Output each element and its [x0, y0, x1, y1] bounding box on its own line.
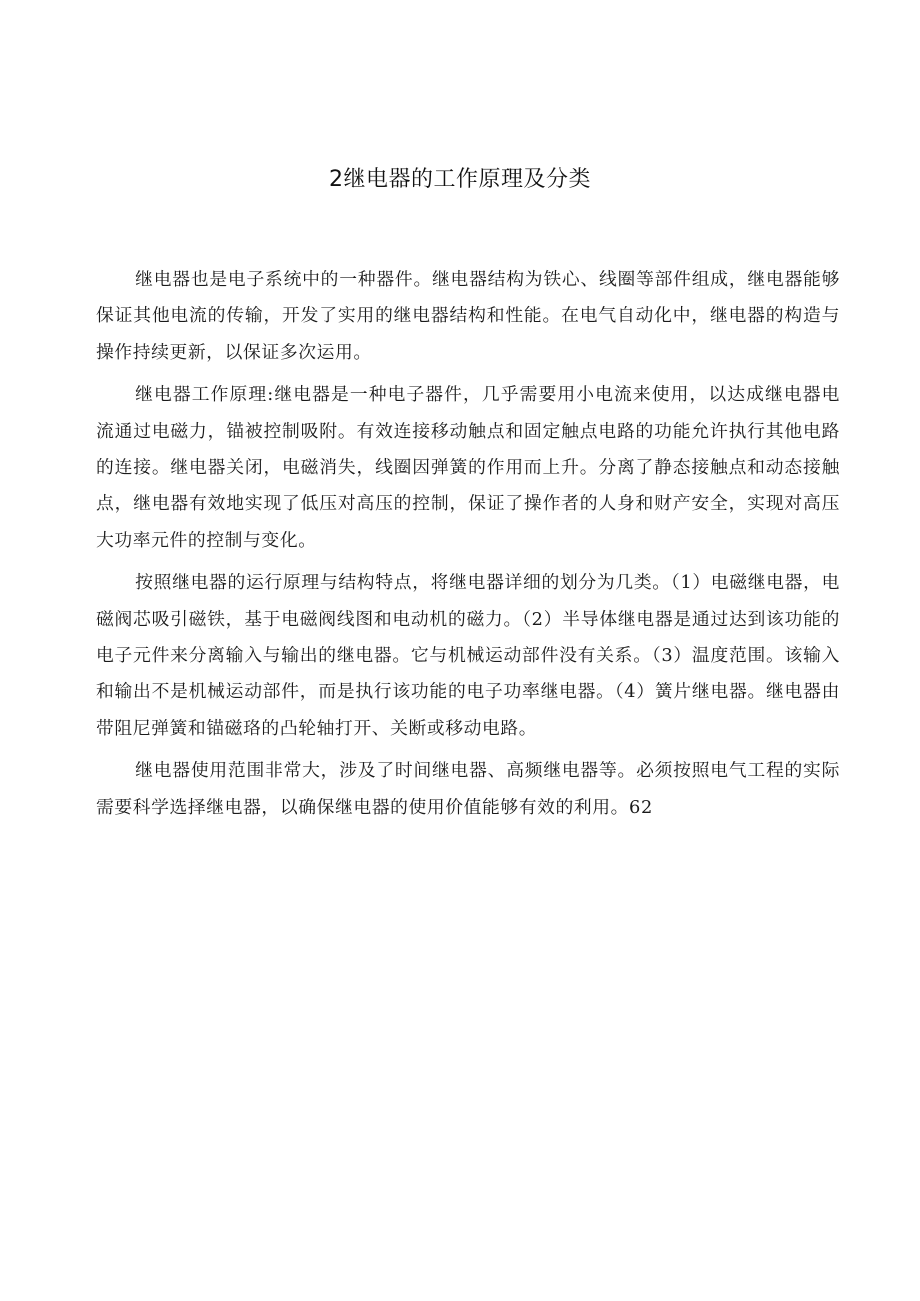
- page-title: 2继电器的工作原理及分类: [329, 167, 591, 192]
- paragraph-working-principle: 继电器工作原理:继电器是一种电子器件，几乎需要用小电流来使用，以达成继电器电流通过电磁力，锚被控制吸附。有效连接移动触点和固定触点电路的功能允许执行其他电路的连接。继电器关闭，电磁消失，线圈因弹簧的作用而上升。分离了静态接触点和动态接触点，继电器有效地实现了低压对高压的控制，保证了操作者的人身和财产安全，实现对高压大功率元件的控制与变化。: [96, 384, 840, 551]
- paragraph-usage-range: 继电器使用范围非常大，涉及了时间继电器、高频继电器等。必须按照电气工程的实际需要科学选择继电器，以确保继电器的使用价值能够有效的利用。62: [96, 760, 840, 818]
- body-text: [96, 262, 840, 832]
- paragraph-intro: 继电器也是电子系统中的一种器件。继电器结构为铁心、线圈等部件组成，继电器能够保证其他电流的传输，开发了实用的继电器结构和性能。在电气自动化中，继电器的构造与操作持续更新，以保证多次运用。: [96, 269, 840, 363]
- paragraph-classification: 按照继电器的运行原理与结构特点，将继电器详细的划分为几类。（1）电磁继电器，电磁阀芯吸引磁铁，基于电磁阀线图和电动机的磁力。（2）半导体继电器是通过达到该功能的电子元件来分离输入与输出的继电器。它与机械运动部件没有关系。（3）温度范围。该输入和输出不是机械运动部件，而是执行该功能的电子功率继电器。（4）簧片继电器。继电器由带阻尼弹簧和锚磁珞的凸轮轴打开、关断或移动电路。: [96, 572, 840, 739]
